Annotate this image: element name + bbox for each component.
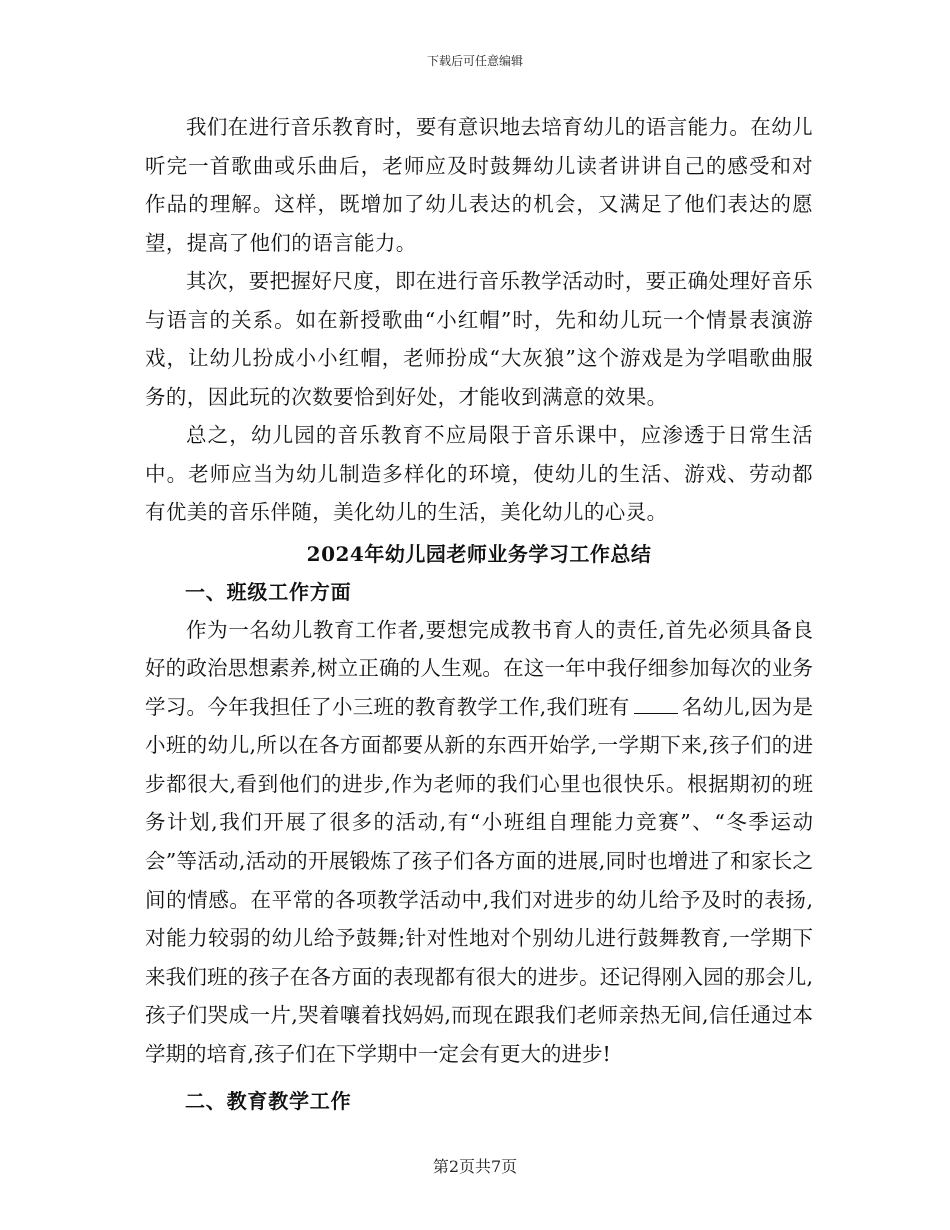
class-work-text-part1: 作为一名幼儿教育工作者,要想完成教书育人的责任,首先必须具备良好的政治思想素养,树立正确的人生观。在这一年中我仔细参加每次的业务学习。今年我担任了小三班的教育教学工作,我们班有 [145, 617, 813, 719]
section-heading-teaching-work: 二、教育教学工作 [185, 1088, 352, 1113]
paragraph-language-ability: 我们在进行音乐教育时，要有意识地去培育幼儿的语言能力。在幼儿听完一首歌曲或乐曲后，老师应及时鼓舞幼儿读者讲讲自己的感受和对作品的理解。这样，既增加了幼儿表达的机会，又满足了他们表达的愿望，提高了他们的语言能力。 [145, 115, 813, 255]
class-work-text-part2: 名幼儿,因为是小班的幼儿,所以在各方面都要从新的东西开始学,一学期下来,孩子们的进步都很大,看到他们的进步,作为老师的我们心里也很快乐。根据期初的班务计划,我们开展了很多的活动,有“小班组自理能力竞赛”、“冬季运动会”等活动,活动的开展锻炼了孩子们各方面的进展,同时也增进了和家长之间的情感。在平常的各项教学活动中,我们对进步的幼儿给予及时的表扬,对能力较弱的幼儿给予鼓舞;针对性地对个别幼儿进行鼓舞教育,一学期下来我们班的孩子在各方面的表现都有很大的进步。还记得刚入园的那会儿,孩子们哭成一片,哭着嚷着找妈妈,而现在跟我们老师亲热无间,信任通过本学期的培育,孩子们在下学期中一定会有更大的进步! [145, 694, 813, 1067]
paragraph-music-language-balance: 其次，要把握好尺度，即在进行音乐教学活动时，要正确处理好音乐与语言的关系。如在新授歌曲“小红帽”时，先和幼儿玩一个情景表演游戏，让幼儿扮成小小红帽，老师扮成“大灰狼”这个游戏是为学唱歌曲服务的，因此玩的次数要恰到好处，才能收到满意的效果。 [145, 269, 813, 409]
paragraph-class-work [145, 611, 813, 1074]
page-number: 第2页共7页 [432, 1157, 518, 1176]
section-heading-class-work: 一、班级工作方面 [185, 579, 352, 604]
document-title: 2024年幼儿园老师业务学习工作总结 [306, 541, 652, 566]
document-body [145, 108, 813, 1120]
blank-fill-line [634, 693, 678, 714]
header-note: 下载后可任意编辑 [426, 54, 523, 68]
paragraph-conclusion: 总之，幼儿园的音乐教育不应局限于音乐课中，应渗透于日常生活中。老师应当为幼儿制造多样化的环境，使幼儿的生活、游戏、劳动都有优美的音乐伴随，美化幼儿的生活，美化幼儿的心灵。 [145, 423, 813, 524]
